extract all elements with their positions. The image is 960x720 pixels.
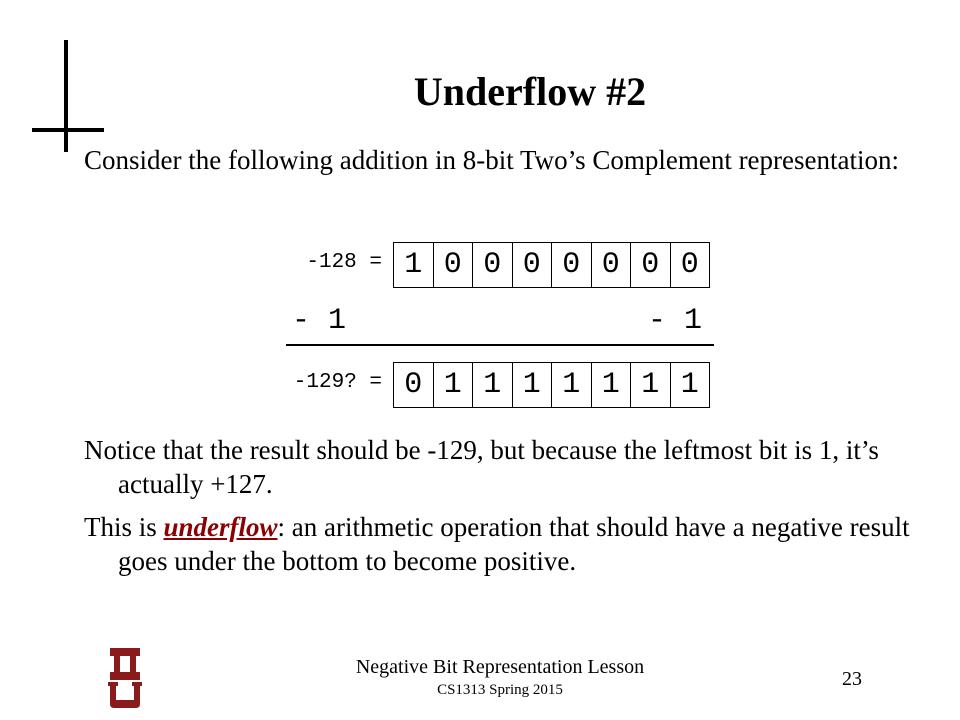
ou-logo-icon <box>104 646 146 708</box>
minus-one-left: - 1 <box>292 304 347 338</box>
bit-cell: 0 <box>631 243 671 287</box>
bit-cell: 0 <box>473 243 513 287</box>
footer-lesson-title: Negative Bit Representation Lesson <box>355 656 645 678</box>
underflow-term: underflow <box>163 512 278 542</box>
definition-lead: This is <box>84 512 164 542</box>
minus-one-right: - 1 <box>648 304 703 338</box>
bit-cell: 0 <box>552 243 592 287</box>
notice-paragraph: Notice that the result should be -129, but because the leftmost bit is 1, it’s actually +127. <box>84 435 879 499</box>
row1-label: -128 = <box>306 251 382 274</box>
bit-cell: 1 <box>631 363 671 407</box>
bit-row-2 <box>393 362 710 408</box>
footer-course: CS1313 Spring 2015 <box>437 682 563 698</box>
bit-cell: 1 <box>671 363 711 407</box>
intro-paragraph: Consider the following addition in 8-bit Two’s Complement representation: <box>84 145 899 175</box>
bit-cell: 1 <box>513 363 553 407</box>
bit-cell: 0 <box>513 243 553 287</box>
bit-cell: 1 <box>592 363 632 407</box>
row2-label: -129? = <box>293 371 382 394</box>
slide-title: Underflow #2 <box>413 69 647 114</box>
sum-line <box>286 344 714 346</box>
bit-cell: 0 <box>592 243 632 287</box>
bit-row-1 <box>393 242 710 288</box>
bit-cell: 0 <box>434 243 474 287</box>
bit-cell: 1 <box>473 363 513 407</box>
decorative-horizontal-bar <box>32 128 104 132</box>
page-number: 23 <box>842 668 862 690</box>
bit-cell: 0 <box>671 243 711 287</box>
definition-paragraph <box>84 510 918 578</box>
decorative-vertical-bar <box>64 40 68 152</box>
bit-cell: 1 <box>552 363 592 407</box>
definition-rest: : an arithmetic operation that should have a negative result goes under the bottom to become positive. <box>118 512 910 576</box>
bit-cell: 0 <box>394 363 434 407</box>
bit-cell: 1 <box>394 243 434 287</box>
bit-cell: 1 <box>434 363 474 407</box>
